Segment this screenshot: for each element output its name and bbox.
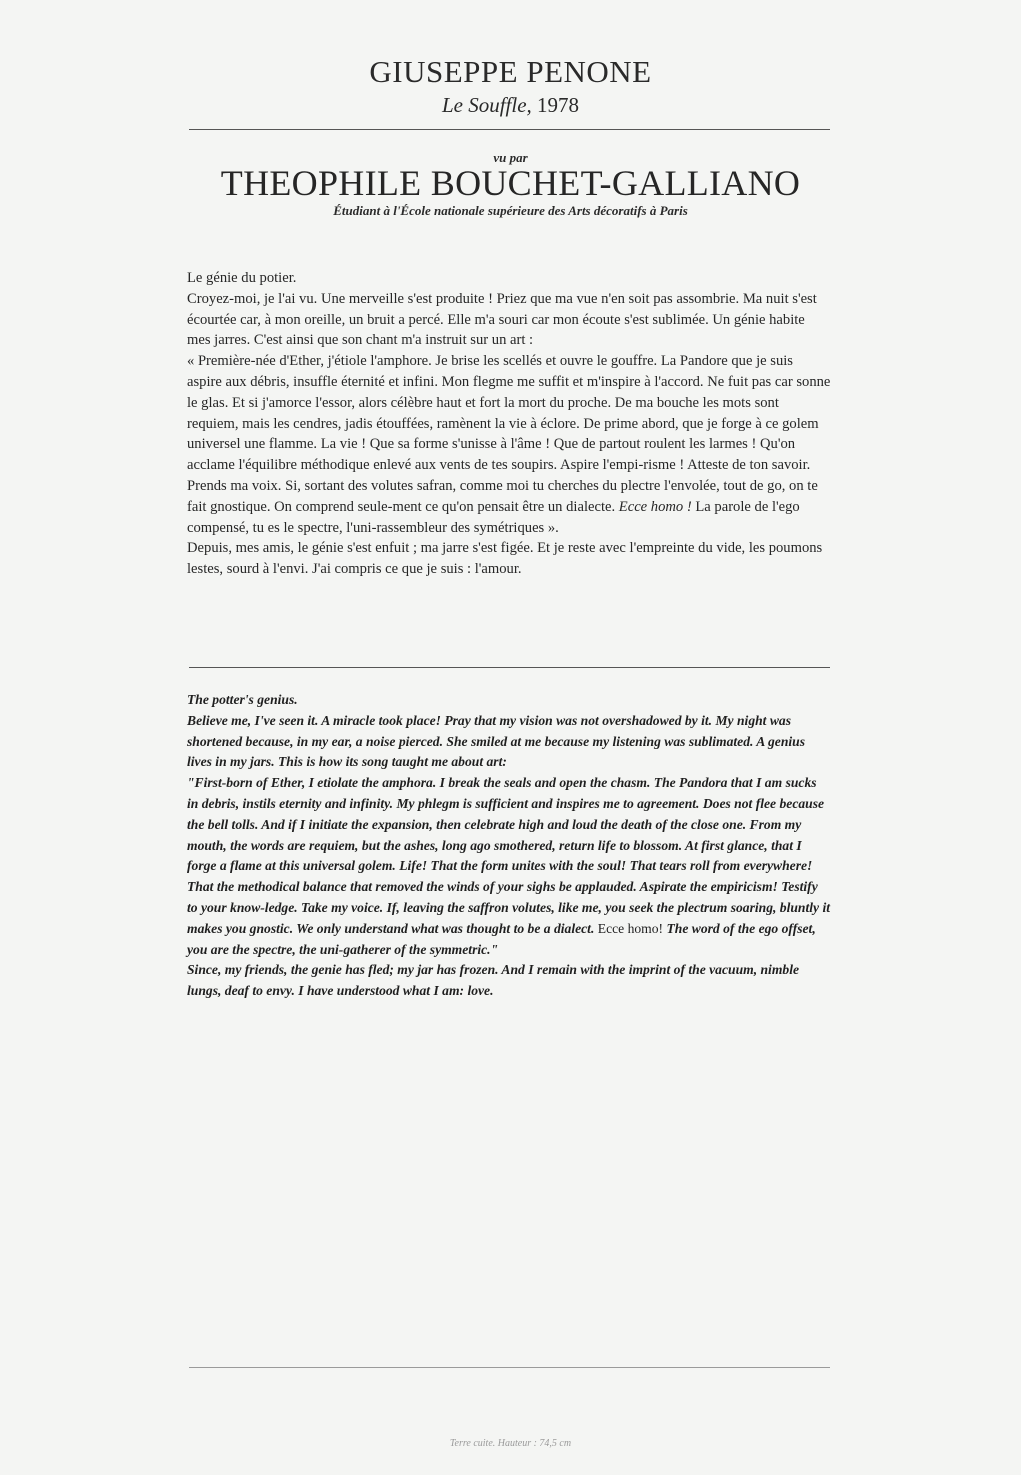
french-quote-text: « Première-née d'Ether, j'étiole l'amphore. Je brise les scellés et ouvre le gouffre. La Pandore que je suis aspire aux débris, insuffle éternité et infini. Mon flegme me suffit et m'inspire à l'accord. Ne fuit pas car sonne le glas. Et si j'amorce l'essor, alors célèbre haut et fort la mort du proche. De ma bouche les mots sont requiem, mais les cendres, jadis étouffées, ramènent la vie à éclore. De prime abord, que je forge à ce golem universel une flamme. La vie ! Que sa forme s'unisse à l'âme ! Que de partout roulent les larmes ! Qu'on acclame l'équilibre méthodique enlevé aux vents de tes soupirs. Aspire l'empi-risme ! Atteste de ton savoir. Prends ma voix. Si, sortant des volutes safran, comme moi tu cherches du plectre l'envolée, tout de go, on te fait gnostique. On comprend seule-ment ce qu'on pensait être un dialecte.: [187, 353, 831, 515]
english-paragraph-closing: Since, my friends, the genie has fled; my jar has frozen. And I remain with the imprint of the vacuum, nimble lungs, deaf to envy. I have understood what I am: love.: [187, 962, 800, 999]
french-paragraph-title: Le génie du potier.: [187, 270, 297, 286]
english-paragraph-quote: [187, 773, 831, 960]
student-name: THEOPHILE BOUCHET-GALLIANO: [220, 163, 801, 203]
header-divider: [189, 129, 830, 130]
work-title-line: [0, 92, 1021, 118]
work-year: 1978: [537, 93, 580, 117]
english-paragraph: Believe me, I've seen it. A miracle took place! Pray that my vision was not overshadowed by it. My night was shortened because, in my ear, a noise pierced. She smiled at me because my listening was sublimated. A genius lives in my jars. This is how its song taught me about art:: [187, 712, 806, 770]
section-divider: [189, 667, 830, 668]
english-quote-text-end: The word of the ego offset, you are the spectre, the uni-gatherer of the symmetric.": [187, 920, 816, 957]
french-paragraph-closing: Depuis, mes amis, le génie s'est enfuit ; ma jarre s'est figée. Et je reste avec l'empreinte du vide, les poumons lestes, sourd à l'envi. J'ai compris ce que je suis : l'amour.: [187, 540, 823, 578]
work-title: Le Souffle,: [441, 93, 532, 117]
french-paragraph: Croyez-moi, je l'ai vu. Une merveille s'est produite ! Priez que ma vue n'en soit pas assombrie. Ma nuit s'est écourtée car, à mon oreille, un bruit a percé. Elle m'a souri car mon écoute s'est sublimée. Un génie habite mes jarres. C'est ainsi que son chant m'a instruit sur un art :: [187, 290, 817, 349]
french-ecce-homo: Ecce homo !: [618, 498, 692, 515]
footer-divider: [189, 1367, 830, 1368]
english-quote-text: "First-born of Ether, I etiolate the amphora. I break the seals and open the chasm. The Pandora that I am sucks in debris, instils eternity and infinity. My phlegm is sufficient and inspires me to agreement. Does not flee because the bell tolls. And if I initiate the expansion, then celebrate high and loud the death of the close one. From my mouth, the words are requiem, but the ashes, long ago smothered, return life to blossom. At first glance, that I forge a flame at this universal golem. Life! That the form unites with the soul! That tears roll from everywhere! That the methodical balance that removed the winds of your sighs be applauded. Aspirate the empiricism! Testify to your know-ledge. Take my voice. If, leaving the saffron volutes, like me, you seek the plectrum soaring, bluntly it makes you gnostic. We only understand what was thought to be a dialect.: [187, 775, 831, 936]
seen-by-label: vu par: [493, 150, 528, 165]
artist-name: GIUSEPPE PENONE: [369, 54, 652, 89]
english-ecce-homo: Ecce homo!: [597, 920, 664, 936]
english-paragraph-title: The potter's genius.: [187, 692, 298, 707]
french-text: [187, 268, 831, 580]
school-affiliation: Étudiant à l'École nationale supérieure des Arts décoratifs à Paris: [333, 203, 688, 218]
french-quote-text-end: La parole de l'ego compensé, tu es le spectre, l'uni-rassembleur des symétriques ».: [187, 498, 800, 536]
english-text: [187, 690, 831, 1002]
footer-caption: Terre cuite. Hauteur : 74,5 cm: [449, 1438, 572, 1449]
french-paragraph-quote: [187, 351, 831, 538]
